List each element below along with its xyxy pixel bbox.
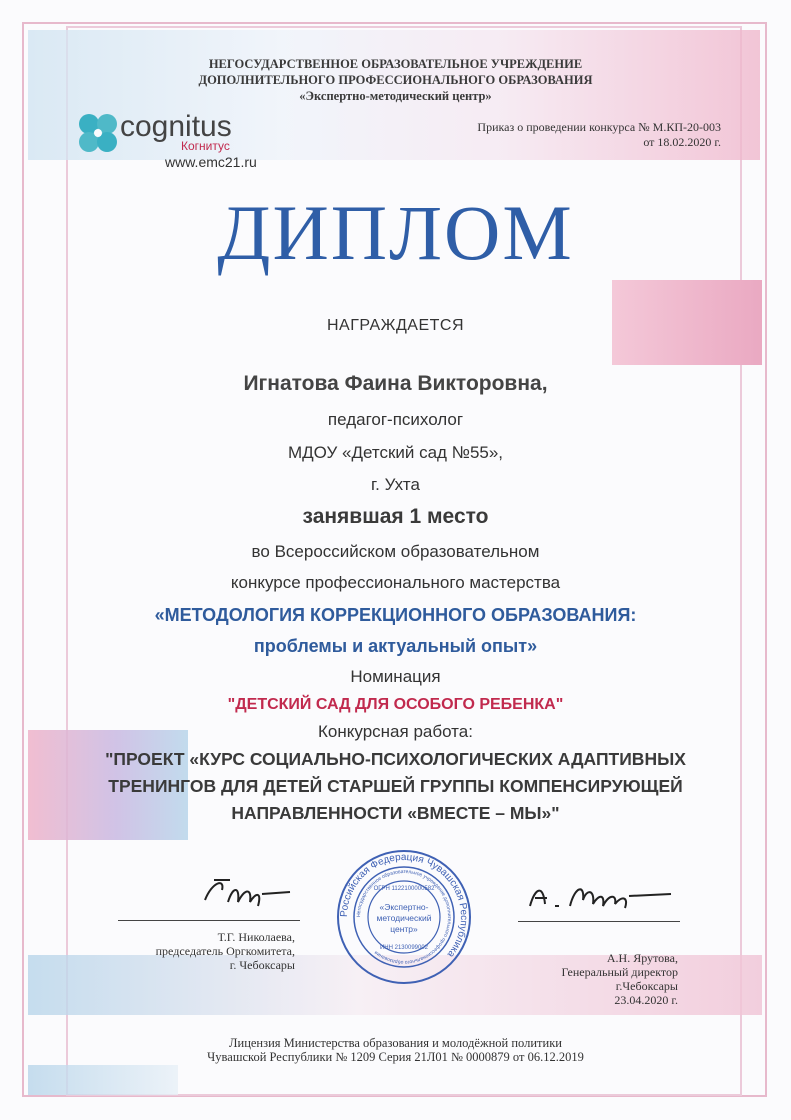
work-label: Конкурсная работа: (318, 722, 473, 741)
work-line2: ТРЕНИНГОВ ДЛЯ ДЕТЕЙ СТАРШЕЙ ГРУППЫ КОМПЕНСИРУЮЩЕЙ (108, 776, 683, 796)
work-title (0, 746, 791, 827)
signer-left-city: г. Чебоксары (229, 958, 295, 972)
license-line2: Чувашской Республики № 1209 Серия 21Л01 № 0000879 от 06.12.2019 (207, 1050, 584, 1064)
logo-website: www.emc21.ru (165, 154, 257, 170)
signer-right-city: г.Чебоксары (615, 979, 678, 993)
stamp-center1: «Экспертно- (379, 902, 429, 912)
recipient-org: МДОУ «Детский сад №55», (287, 443, 504, 462)
contest-title1: «МЕТОДОЛОГИЯ КОРРЕКЦИОННОГО ОБРАЗОВАНИЯ: (154, 605, 637, 625)
order-line1: Приказ о проведении конкурса № М.КП-20-003 (477, 120, 721, 134)
contest-title2: проблемы и актуальный опыт» (253, 636, 538, 656)
diploma-title: ДИПЛОМ (217, 189, 574, 276)
signer-left-name: Т.Г. Николаева, (217, 930, 295, 944)
nomination-value: "ДЕТСКИЙ САД ДЛЯ ОСОБОГО РЕБЕНКА" (227, 696, 564, 713)
place: занявшая 1 место (302, 505, 489, 528)
org-header-line1: НЕГОСУДАРСТВЕННОЕ ОБРАЗОВАТЕЛЬНОЕ УЧРЕЖДЕНИЕ (208, 57, 583, 71)
nomination-label: Номинация (350, 667, 441, 686)
contest-line1: во Всероссийском образовательном (251, 542, 540, 561)
contest-line2: конкурсе профессионального мастерства (230, 573, 561, 592)
signature-left (200, 872, 295, 917)
stamp-ring-text: Негосударственное образовательное учреждение дополнительного профессионального образования (355, 868, 453, 966)
recipient-city: г. Ухта (371, 475, 420, 494)
signer-right-role: Генеральный директор (561, 965, 678, 979)
org-header-line3: «Экспертно-методический центр» (299, 89, 492, 103)
clover-icon (76, 111, 120, 155)
license-footer (0, 1036, 791, 1064)
license-line1: Лицензия Министерства образования и молодёжной политики (229, 1036, 562, 1050)
logo-brand: cognitus (120, 110, 232, 143)
signer-right (520, 951, 678, 1007)
work-line1: "ПРОЕКТ «КУРС СОЦИАЛЬНО-ПСИХОЛОГИЧЕСКИХ АДАПТИВНЫХ (105, 749, 686, 769)
recipient-position: педагог-психолог (327, 410, 464, 429)
stamp-outer-text: Российская Федерация Чувашская Республика (338, 851, 470, 960)
signer-left (130, 930, 295, 972)
signature-right (525, 876, 675, 916)
bottom-left-blue (28, 1065, 178, 1095)
official-stamp (335, 848, 473, 986)
recipient-name: Игнатова Фаина Викторовна, (243, 372, 548, 395)
org-header (0, 56, 791, 104)
awarded-label: НАГРАЖДАЕТСЯ (327, 317, 464, 334)
signature-line-right (518, 921, 680, 922)
stamp-center3: центр» (390, 924, 418, 934)
stamp-ogrn: ОГРН 1122100000582 (373, 886, 435, 892)
work-line3: НАПРАВЛЕННОСТИ «ВМЕСТЕ – МЫ»" (231, 803, 560, 823)
cognitus-logo (76, 111, 120, 160)
signer-right-date: 23.04.2020 г. (614, 993, 678, 1007)
stamp-center2: методический (376, 913, 432, 923)
signer-left-role: председатель Оргкомитета, (155, 944, 295, 958)
order-line2: от 18.02.2020 г. (643, 135, 721, 149)
logo-brand-ru: Когнитус (181, 139, 230, 153)
order-reference (477, 120, 721, 150)
stamp-inn: ИНН 2130099002 (379, 945, 429, 951)
signature-line-left (118, 920, 300, 921)
org-header-line2: ДОПОЛНИТЕЛЬНОГО ПРОФЕССИОНАЛЬНОГО ОБРАЗОВАНИЯ (198, 73, 593, 87)
signer-right-name: А.Н. Ярутова, (606, 951, 678, 965)
